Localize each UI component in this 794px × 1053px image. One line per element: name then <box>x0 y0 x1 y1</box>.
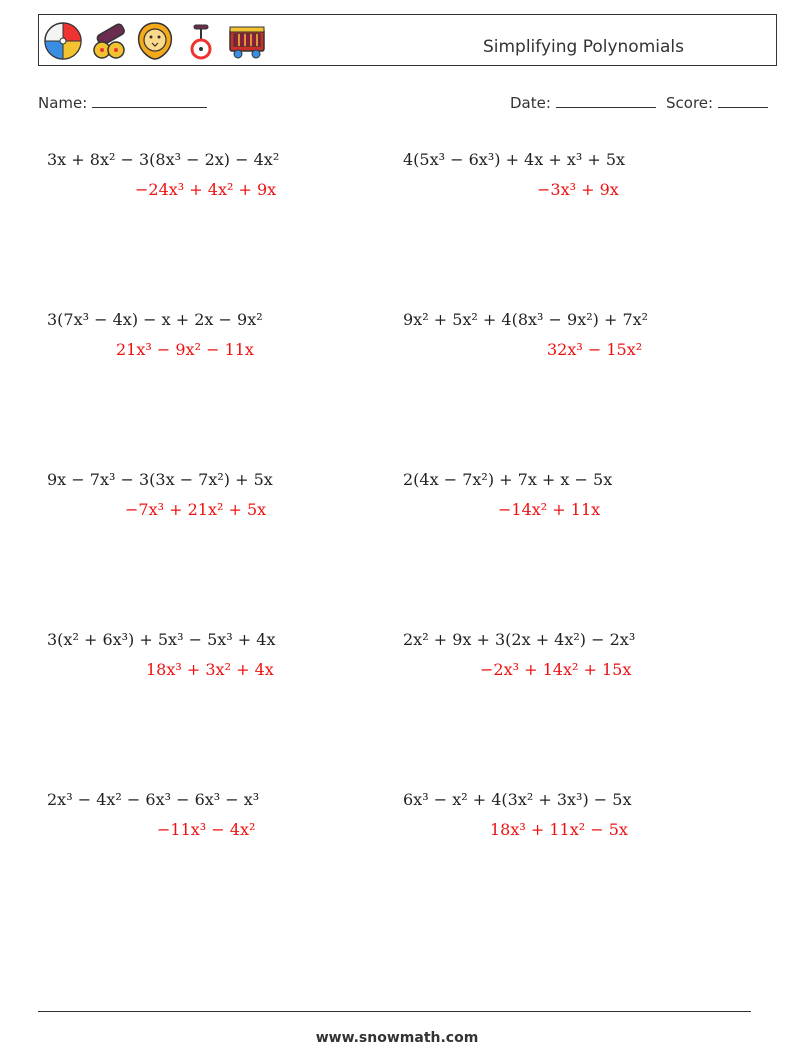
problem-answer: 21x³ − 9x² − 11x <box>116 340 254 359</box>
problem-answer: −11x³ − 4x² <box>157 820 256 839</box>
score-blank <box>718 95 768 108</box>
problem-question: 3(x² + 6x³) + 5x³ − 5x³ + 4x <box>47 630 276 649</box>
date-blank <box>556 95 656 108</box>
problem-answer: −7x³ + 21x² + 5x <box>125 500 267 519</box>
worksheet-title: Simplifying Polynomials <box>482 37 684 57</box>
problem-question: 2x³ − 4x² − 6x³ − 6x³ − x³ <box>47 790 260 809</box>
problem-answer: −3x³ + 9x <box>537 180 619 199</box>
score-label: Score: <box>666 94 714 112</box>
problem-answer: 32x³ − 15x² <box>547 340 643 359</box>
problem-answer: 18x³ + 3x² + 4x <box>146 660 274 679</box>
lion-icon <box>135 21 175 61</box>
cannon-icon <box>89 21 129 61</box>
date-label: Date: <box>510 94 551 112</box>
problem-answer: −2x³ + 14x² + 15x <box>480 660 632 679</box>
problem-answer: 18x³ + 11x² − 5x <box>490 820 628 839</box>
problem-question: 3(7x³ − 4x) − x + 2x − 9x² <box>47 310 263 329</box>
score-field <box>666 94 768 112</box>
problem-question: 2(4x − 7x²) + 7x + x − 5x <box>403 470 613 489</box>
problem-answer: −24x³ + 4x² + 9x <box>135 180 277 199</box>
problem-question: 6x³ − x² + 4(3x² + 3x³) − 5x <box>403 790 632 809</box>
name-blank <box>92 95 207 108</box>
problem-question: 9x − 7x³ − 3(3x − 7x²) + 5x <box>47 470 273 489</box>
beach-ball-icon <box>43 21 83 61</box>
problem-question: 4(5x³ − 6x³) + 4x + x³ + 5x <box>403 150 626 169</box>
footer-divider <box>38 1011 751 1012</box>
name-label: Name: <box>38 94 88 112</box>
problem-answer: −14x² + 11x <box>498 500 601 519</box>
circus-wagon-icon <box>227 21 267 61</box>
worksheet-header <box>38 14 777 66</box>
problem-question: 2x² + 9x + 3(2x + 4x²) − 2x³ <box>403 630 636 649</box>
problem-question: 3x + 8x² − 3(8x³ − 2x) − 4x² <box>47 150 280 169</box>
date-field <box>510 94 656 112</box>
footer-url: www.snowmath.com <box>315 1030 479 1046</box>
name-field <box>38 94 207 112</box>
problem-question: 9x² + 5x² + 4(8x³ − 9x²) + 7x² <box>403 310 649 329</box>
icon-strip <box>43 21 267 61</box>
unicycle-icon <box>181 21 221 61</box>
